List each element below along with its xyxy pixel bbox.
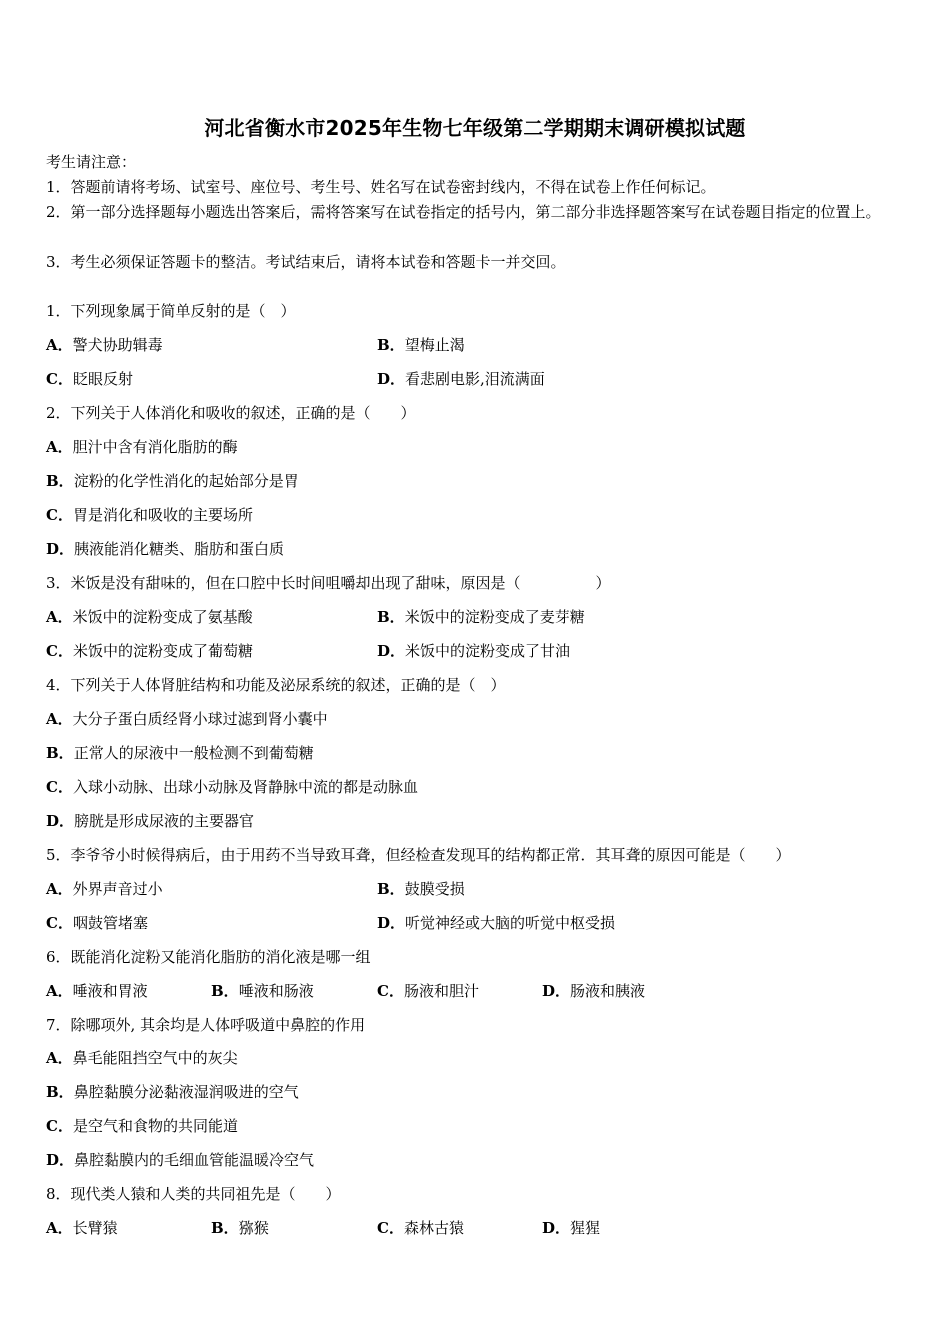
option-a: A．米饭中的淀粉变成了氨基酸 xyxy=(46,608,253,626)
option-c: C．入球小动脉、出球小动脉及肾静脉中流的都是动脉血 xyxy=(46,778,418,796)
notice-heading: 考生请注意： xyxy=(46,153,137,171)
question-stem: 2．下列关于人体消化和吸收的叙述，正确的是（ ） xyxy=(46,404,416,422)
option-b: B．鼓膜受损 xyxy=(377,880,465,898)
page-title: 河北省衡水市2025年生物七年级第二学期期末调研模拟试题 xyxy=(204,116,746,140)
question-stem: 5．李爷爷小时候得病后，由于用药不当导致耳聋，但经检查发现耳的结构都正常．其耳聋的原因可能是（ ） xyxy=(46,846,791,864)
option-a: A．外界声音过小 xyxy=(46,880,163,898)
option-c: C．肠液和胆汁 xyxy=(377,982,479,1000)
option-d: D．鼻腔黏膜内的毛细血管能温暖冷空气 xyxy=(46,1151,315,1169)
option-b: B．米饭中的淀粉变成了麦芽糖 xyxy=(377,608,585,626)
question-stem: 7．除哪项外, 其余均是人体呼吸道中鼻腔的作用 xyxy=(46,1016,366,1034)
option-d: D．看悲剧电影,泪流满面 xyxy=(377,370,545,388)
option-c: C．咽鼓管堵塞 xyxy=(46,914,148,932)
notice-item-1: 1．答题前请将考场、试室号、座位号、考生号、姓名写在试卷密封线内，不得在试卷上作任何标记。 xyxy=(46,178,716,196)
option-b: B．鼻腔黏膜分泌黏液湿润吸进的空气 xyxy=(46,1083,299,1101)
option-c: C．胃是消化和吸收的主要场所 xyxy=(46,506,253,524)
question-stem: 6．既能消化淀粉又能消化脂肪的消化液是哪一组 xyxy=(46,948,371,966)
option-d: D．听觉神经或大脑的听觉中枢受损 xyxy=(377,914,616,932)
option-b: B．淀粉的化学性消化的起始部分是胃 xyxy=(46,472,299,490)
option-b: B．望梅止渴 xyxy=(377,336,465,354)
option-d: D．米饭中的淀粉变成了甘油 xyxy=(377,642,571,660)
option-a: A．警犬协助辑毒 xyxy=(46,336,163,354)
option-b: B．正常人的尿液中一般检测不到葡萄糖 xyxy=(46,744,314,762)
option-b: B．唾液和肠液 xyxy=(211,982,314,1000)
option-d: D．胰液能消化糖类、脂肪和蛋白质 xyxy=(46,540,285,558)
option-a: A．大分子蛋白质经肾小球过滤到肾小囊中 xyxy=(46,710,328,728)
option-c: C．森林古猿 xyxy=(377,1219,464,1237)
option-c: C．是空气和食物的共同能道 xyxy=(46,1117,238,1135)
notice-item-2: 2．第一部分选择题每小题选出答案后，需将答案写在试卷指定的括号内，第二部分非选择题答案写在试卷题目指定的位置上。 xyxy=(46,203,881,221)
option-c: C．米饭中的淀粉变成了葡萄糖 xyxy=(46,642,253,660)
question-stem: 1．下列现象属于简单反射的是（ ） xyxy=(46,302,296,320)
option-d: D．肠液和胰液 xyxy=(542,982,646,1000)
option-b: B．猕猴 xyxy=(211,1219,269,1237)
question-stem: 3．米饭是没有甜味的，但在口腔中长时间咀嚼却出现了甜味，原因是（ ） xyxy=(46,574,611,592)
option-a: A．鼻毛能阻挡空气中的灰尖 xyxy=(46,1049,238,1067)
option-a: A．胆汁中含有消化脂肪的酶 xyxy=(46,438,238,456)
option-a: A．长臂猿 xyxy=(46,1219,118,1237)
question-stem: 4．下列关于人体肾脏结构和功能及泌尿系统的叙述，正确的是（ ） xyxy=(46,676,506,694)
question-stem: 8．现代类人猿和人类的共同祖先是（ ） xyxy=(46,1185,341,1203)
option-d: D．猩猩 xyxy=(542,1219,601,1237)
notice-item-3: 3．考生必须保证答题卡的整洁。考试结束后，请将本试卷和答题卡一并交回。 xyxy=(46,253,566,271)
option-d: D．膀胱是形成尿液的主要器官 xyxy=(46,812,255,830)
option-c: C．眨眼反射 xyxy=(46,370,133,388)
option-a: A．唾液和胃液 xyxy=(46,982,148,1000)
